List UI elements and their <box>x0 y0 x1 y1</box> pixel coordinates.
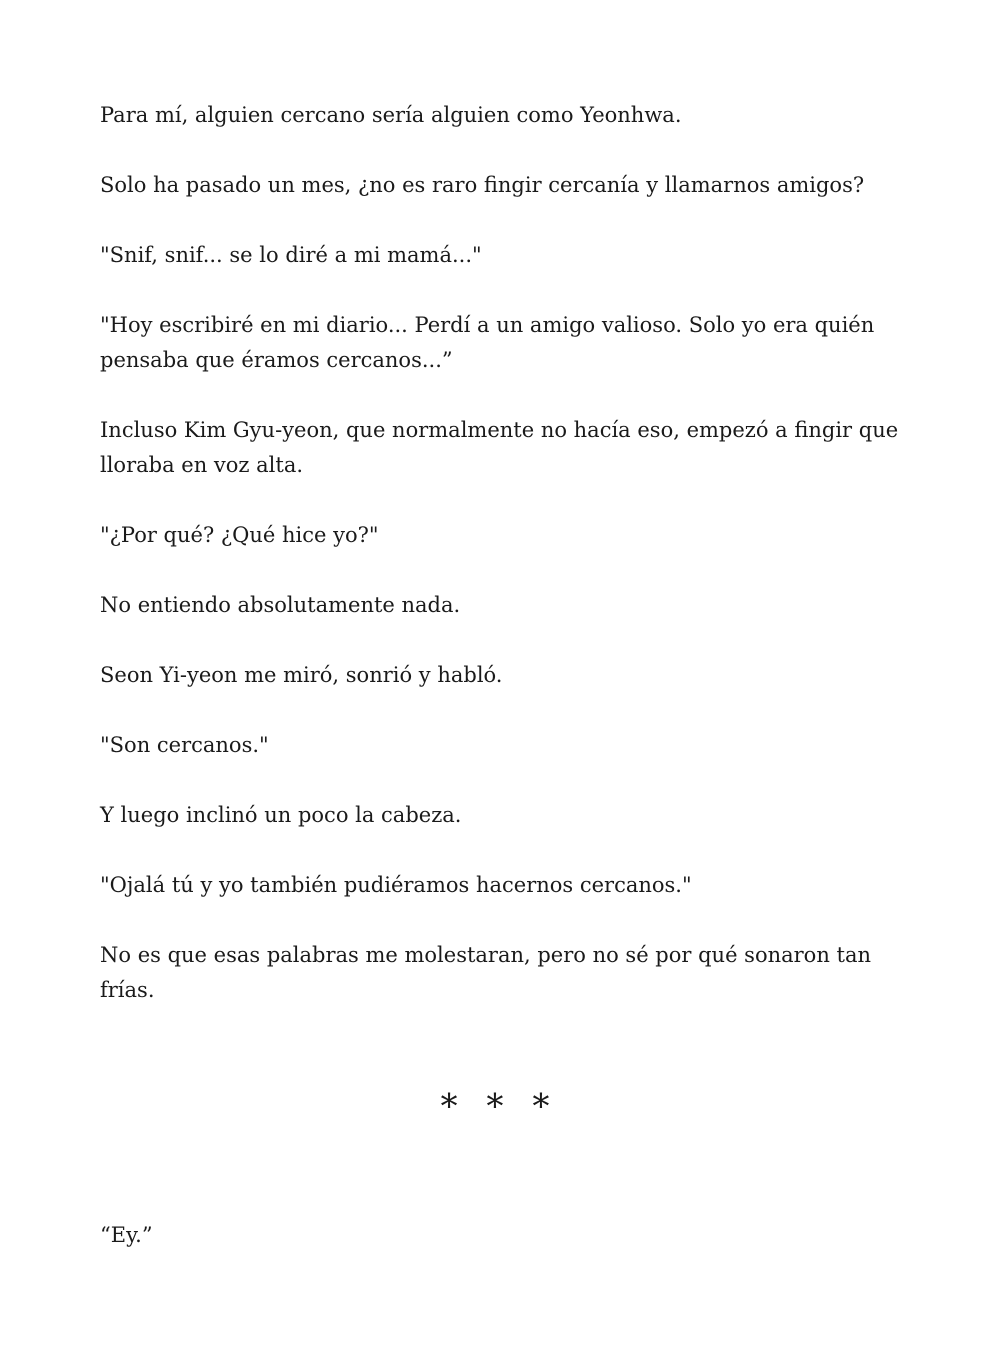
paragraph: Para mí, alguien cercano sería alguien como Yeonhwa. <box>100 103 682 127</box>
paragraph: Incluso Kim Gyu-yeon, que normalmente no hacía eso, empezó a fingir que lloraba en voz alta. <box>100 418 899 477</box>
paragraph-after-separator: “Ey.” <box>100 1223 153 1247</box>
paragraph: "¿Por qué? ¿Qué hice yo?" <box>100 523 379 547</box>
paragraph: Seon Yi-yeon me miró, sonrió y habló. <box>100 663 503 687</box>
paragraph: "Ojalá tú y yo también pudiéramos hacernos cercanos." <box>100 873 692 897</box>
document-body <box>100 98 900 1120</box>
paragraph: "Snif, snif... se lo diré a mi mamá..." <box>100 243 482 267</box>
paragraph: No entiendo absolutamente nada. <box>100 593 461 617</box>
paragraph: Solo ha pasado un mes, ¿no es raro fingir cercanía y llamarnos amigos? <box>100 173 865 197</box>
paragraph: Y luego inclinó un poco la cabeza. <box>100 803 462 827</box>
paragraph: "Son cercanos." <box>100 733 269 757</box>
paragraph: No es que esas palabras me molestaran, pero no sé por qué sonaron tan frías. <box>100 943 872 1002</box>
paragraph: "Hoy escribiré en mi diario... Perdí a un amigo valioso. Solo yo era quién pensaba que éramos cercanos...” <box>100 313 875 372</box>
scene-separator: ∗ ∗ ∗ <box>437 1080 559 1120</box>
